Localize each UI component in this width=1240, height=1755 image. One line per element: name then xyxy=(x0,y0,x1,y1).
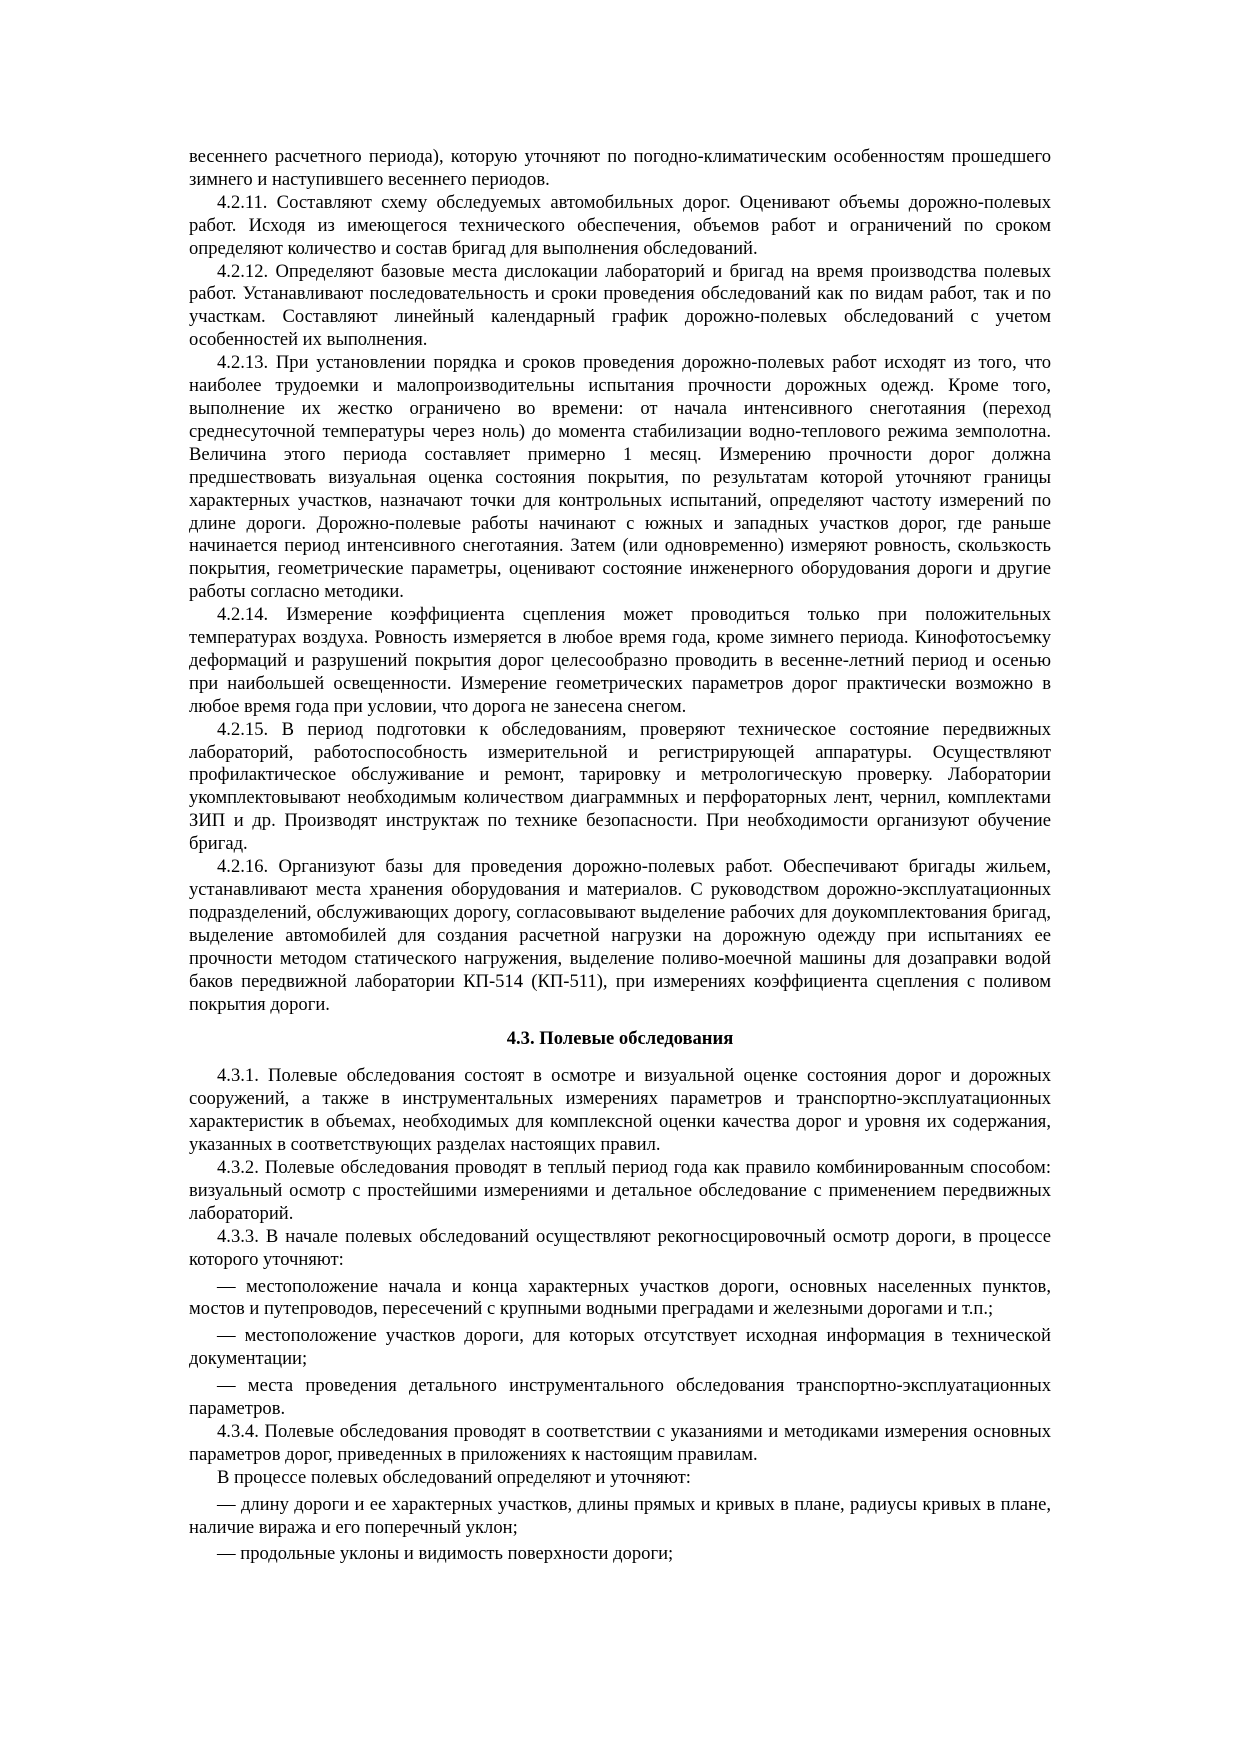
paragraph-4-2-14: 4.2.14. Измерение коэффициента сцепления может проводиться только при положительных температурах воздуха. Ровность измеряется в любое время года, кроме зимнего периода. Кинофотосъемку деформаций и разрушений покрытия дорог целесообразно проводить в весенне-летний период и осенью при наибольшей освещенности. Измерение геометрических параметров дорог практически возможно в любое время года при условии, что дорога не занесена снегом. xyxy=(189,604,1051,717)
paragraph-4-3-4: 4.3.4. Полевые обследования проводят в соответствии с указаниями и методиками измерения основных параметров дорог, приведенных в приложениях к настоящим правилам. xyxy=(189,1420,1051,1465)
paragraph-4-3-2: 4.3.2. Полевые обследования проводят в теплый период года как правило комбинированным способом: визуальный осмотр с простейшими измерениями и детальное обследование с применением передвижных лабораторий. xyxy=(189,1156,1051,1224)
paragraph-4-2-13: 4.2.13. При установлении порядка и сроков проведения дорожно-полевых работ исходят из того, что наиболее трудоемки и малопроизводительны испытания прочности дорожных одежд. Кроме того, выполнение их жестко ограничено во времени: от начала интенсивного снеготаяния (переход среднесуточной температуры через ноль) до момента стабилизации водно-теплового режима земполотна. Величина этого периода составляет примерно 1 месяц. Измерению прочности дорог должна предшествовать визуальная оценка состояния покрытия, по результатам которой уточняют границы характерных участков, назначают точки для контрольных испытаний, определяют частоту измерений по длине дороги. Дорожно-полевые работы начинают с южных и западных участков дорог, где раньше начинается период интенсивного снеготаяния. Затем (или одновременно) измеряют ровность, скользкость покрытия, геометрические параметры, оценивают состояние инженерного оборудования дороги и другие работы согласно методики. xyxy=(189,352,1051,603)
document-page xyxy=(189,146,1051,1566)
paragraph-4-2-11: 4.2.11. Составляют схему обследуемых автомобильных дорог. Оценивают объемы дорожно-полевых работ. Исходя из имеющегося технического обеспечения, объемов работ и ограничений по сроком определяют количество и состав бригад для выполнения обследований. xyxy=(189,191,1051,259)
paragraph-4-2-15: 4.2.15. В период подготовки к обследованиям, проверяют техническое состояние передвижных лабораторий, работоспособность измерительной и регистрирующей аппаратуры. Осуществляют профилактическое обслуживание и ремонт, тарировку и метрологическую проверку. Лаборатории укомплектовывают необходимым количеством диаграммных и перфораторных лент, чернил, комплектами ЗИП и др. Производят инструктаж по технике безопасности. При необходимости организуют обучение бригад. xyxy=(189,718,1051,855)
list-item: — местоположение участков дороги, для которых отсутствует исходная информация в технической документации; xyxy=(189,1325,1051,1370)
paragraph-4-2-16: 4.2.16. Организуют базы для проведения дорожно-полевых работ. Обеспечивают бригады жильем, устанавливают места хранения оборудования и материалов. С руководством дорожно-эксплуатационных подразделений, обслуживающих дорогу, согласовывают выделение рабочих для доукомплектования бригад, выделение автомобилей для создания расчетной нагрузки на дорожную одежду при испытаниях ее прочности методом статического нагружения, выделение поливо-моечной машины для дозаправки водой баков передвижной лаборатории КП-514 (КП-511), при измерениях коэффициента сцепления с поливом покрытия дороги. xyxy=(189,856,1051,1015)
paragraph-continuation: весеннего расчетного периода), которую уточняют по погодно-климатическим особенностям прошедшего зимнего и наступившего весеннего периодов. xyxy=(189,146,1051,190)
list-item: — места проведения детального инструментального обследования транспортно-эксплуатационных параметров. xyxy=(189,1375,1051,1420)
section-heading: 4.3. Полевые обследования xyxy=(506,1028,734,1050)
paragraph-4-3-3: 4.3.3. В начале полевых обследований осуществляют рекогносцировочный осмотр дороги, в процессе которого уточняют: xyxy=(189,1225,1051,1270)
list-item: — местоположение начала и конца характерных участков дороги, основных населенных пунктов, мостов и путепроводов, пересечений с крупными водными преградами и железными дорогами и т.п.; xyxy=(189,1275,1051,1320)
paragraph-4-3-1: 4.3.1. Полевые обследования состоят в осмотре и визуальной оценке состояния дорог и дорожных сооружений, а также в инструментальных измерениях параметров и транспортно-эксплуатационных характеристик в объемах, необходимых для комплексной оценки качества дорог и уровня их содержания, указанных в соответствующих разделах настоящих правил. xyxy=(189,1065,1051,1156)
paragraph-4-2-12: 4.2.12. Определяют базовые места дислокации лабораторий и бригад на время производства полевых работ. Устанавливают последовательность и сроки проведения обследований как по видам работ, так и по участкам. Составляют линейный календарный график дорожно-полевых обследований с учетом особенностей их выполнения. xyxy=(189,260,1051,351)
list-item: — длину дороги и ее характерных участков, длины прямых и кривых в плане, радиусы кривых в плане, наличие виража и его поперечный уклон; xyxy=(189,1493,1051,1538)
list-item: — продольные уклоны и видимость поверхности дороги; xyxy=(217,1543,674,1565)
paragraph-4-3-4-intro: В процессе полевых обследований определяют и уточняют: xyxy=(217,1466,691,1488)
